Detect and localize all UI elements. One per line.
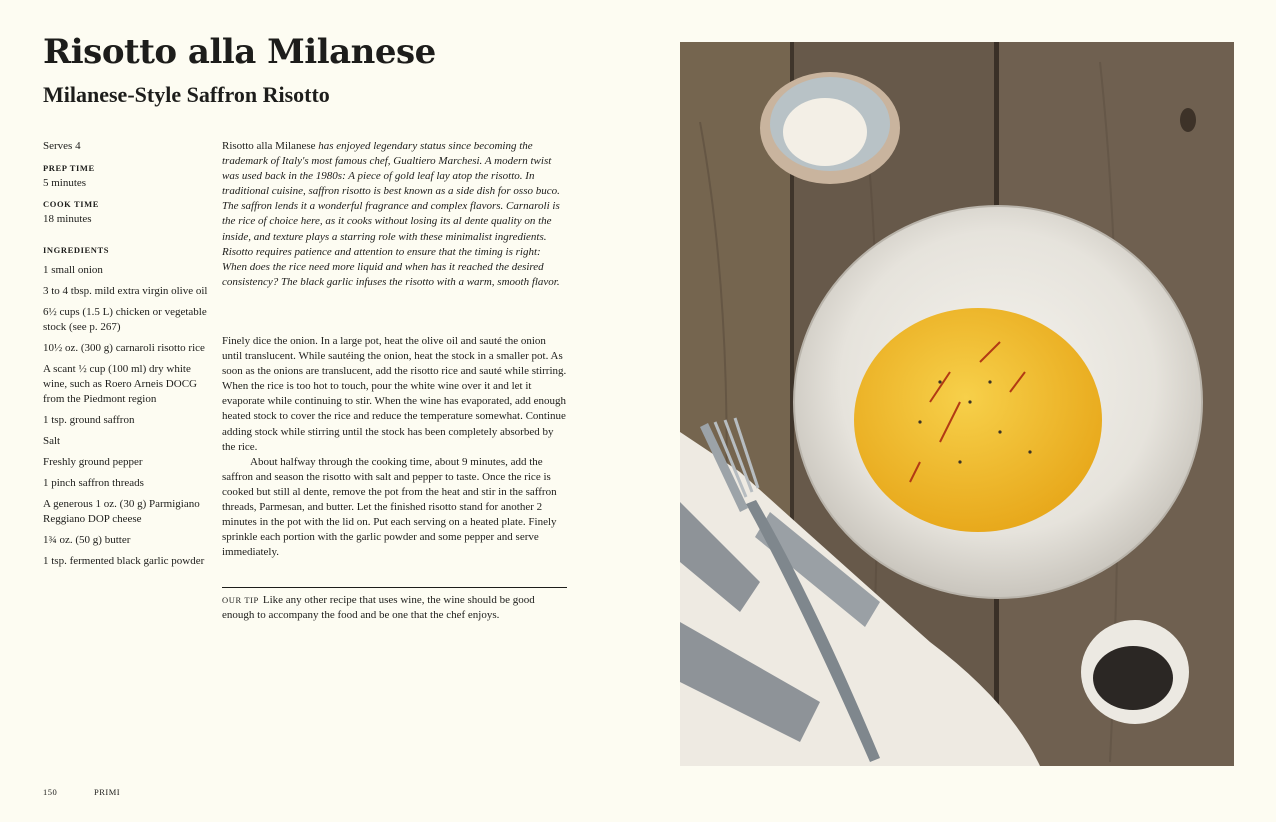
ingredient-item: 1 small onion — [43, 264, 103, 276]
prep-time-value: 5 minutes — [43, 177, 87, 189]
risotto-photo-illustration — [680, 42, 1234, 766]
recipe-title: Risotto alla Milanese — [43, 32, 436, 72]
recipe-intro — [222, 139, 567, 290]
page-number: 150 — [43, 787, 58, 797]
section-name: PRIMI — [94, 787, 121, 797]
cook-time-label: COOK TIME — [43, 199, 100, 209]
recipe-method — [222, 334, 567, 560]
method-paragraph: About halfway through the cooking time, about 9 minutes, add the saffron and season the risotto with salt and pepper to taste. Once the rice is cooked but still al dente, remove the pot from the heat and stir in the saffron threads, Parmesan, and butter. Let the finished risotto stand for another 2 minutes in the pot with the lid on. Put each serving on a heated plate. Finely sprinkle each portion with the garlic powder and some pepper and serve immediately. — [222, 455, 557, 559]
ingredient-list — [43, 263, 211, 569]
tip-text: Like any other recipe that uses wine, the wine should be good enough to accompany the food and be one that the chef enjoys. — [222, 594, 535, 622]
risotto-photo — [680, 42, 1234, 766]
ingredient-item: Salt — [43, 435, 61, 447]
recipe-sidebar — [43, 139, 211, 575]
ingredient-item: 3 to 4 tbsp. mild extra virgin olive oil — [43, 285, 208, 297]
ingredient-item: 6½ cups (1.5 L) chicken or vegetable stock (see p. 267) — [43, 306, 207, 333]
prep-time-label: PREP TIME — [43, 163, 95, 173]
ingredient-item: 1 tsp. fermented black garlic powder — [43, 555, 205, 567]
ingredient-item: 10½ oz. (300 g) carnaroli risotto rice — [43, 342, 205, 354]
ingredient-item: A scant ½ cup (100 ml) dry white wine, such as Roero Arneis DOCG from the Piedmont region — [43, 363, 197, 405]
method-paragraph: Finely dice the onion. In a large pot, heat the olive oil and sauté the onion until translucent. While sautéing the onion, heat the stock in a smaller pot. As soon as the onions are translucent, add the risotto rice and sauté while stirring. When the rice is too hot to touch, pour the white wine over it and let it evaporate while continuing to stir. When the wine has evaporated, add enough heated stock to cover the rice and reduce the temperature somewhat. Continue adding stock while stirring until the stock has been completely absorbed by the rice. — [222, 335, 567, 453]
intro-lead: Risotto alla Milanese — [222, 140, 316, 152]
ingredient-item: A generous 1 oz. (30 g) Parmigiano Reggiano DOP cheese — [43, 498, 200, 525]
ingredient-item: 1¾ oz. (50 g) butter — [43, 534, 131, 546]
recipe-subtitle: Milanese-Style Saffron Risotto — [43, 82, 330, 107]
intro-text: has enjoyed legendary status since becoming the trademark of Italy's most famous chef, Gualtiero Marchesi. A modern twist was used back in the 1980s: A piece of gold leaf lay atop the risotto. In traditional cuisine, saffron risotto is best known as a side dish for osso buco. The saffron lends it a wonderful fragrance and complex flavors. Carnaroli is the rice of choice here, as it cooks without losing its al dente quality on the inside, and texture plays a starring role with these minimalist ingredients. Risotto requires patience and attention to ensure that the timing is right: When does the rice need more liquid and when has it reached the desired consistency? The black garlic infuses the risotto with a warm, smooth flavor. — [222, 140, 560, 288]
ingredient-item: Freshly ground pepper — [43, 456, 143, 468]
serves-text: Serves 4 — [43, 140, 81, 152]
recipe-tip — [222, 587, 567, 623]
ingredient-item: 1 tsp. ground saffron — [43, 414, 135, 426]
cook-time-value: 18 minutes — [43, 213, 92, 225]
ingredient-item: 1 pinch saffron threads — [43, 477, 144, 489]
ingredients-label: INGREDIENTS — [43, 245, 110, 255]
tip-label: OUR TIP — [222, 595, 259, 605]
